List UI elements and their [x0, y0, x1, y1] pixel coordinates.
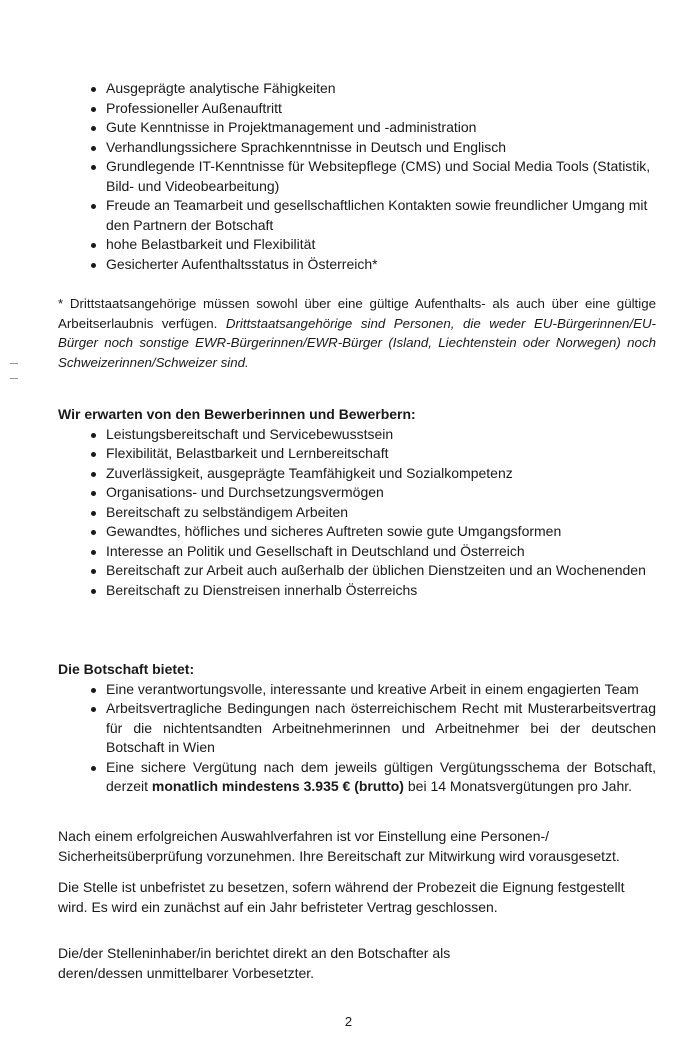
list-item: Bereitschaft zu Dienstreisen innerhalb Österreichs: [58, 581, 656, 601]
paragraph: Die/der Stelleninhaber/in berichtet direkt an den Botschafter als deren/dessen unmittelbarer Vorbesetzter.: [58, 945, 451, 981]
margin-mark: [10, 378, 18, 379]
list-item: Eine verantwortungsvolle, interessante und kreative Arbeit in einem engagierten Team: [58, 680, 656, 700]
list-item: Arbeitsvertragliche Bedingungen nach österreichischem Recht mit Musterarbeitsvertrag für die nichtentsandten Arbeitnehmerinnen und Arbeitnehmer bei der deutschen Botschaft in Wien: [58, 699, 656, 758]
salary-text-end: bei 14 Monatsvergütungen pro Jahr.: [403, 778, 633, 794]
list-item: Bereitschaft zu selbständigem Arbeiten: [58, 503, 656, 523]
list-item: Ausgeprägte analytische Fähigkeiten: [58, 79, 656, 99]
footnote: [58, 294, 656, 372]
section-heading: Die Botschaft bietet:: [58, 661, 195, 677]
list-item: Gute Kenntnisse in Projektmanagement und -administration: [58, 118, 656, 138]
requirements-list: [58, 79, 656, 274]
margin-mark: [10, 363, 18, 364]
salary-amount: monatlich mindestens 3.935 € (brutto): [151, 778, 404, 794]
list-item: [58, 758, 656, 797]
page-number: 2: [344, 1014, 353, 1029]
list-item: Professioneller Außenauftritt: [58, 99, 656, 119]
list-item: Interesse an Politik und Gesellschaft in Deutschland und Österreich: [58, 542, 656, 562]
offer-section: [58, 660, 656, 797]
list-item: Bereitschaft zur Arbeit auch außerhalb der üblichen Dienstzeiten und an Wochenenden: [58, 561, 656, 581]
list-item: Gesicherter Aufenthaltsstatus in Österreich*: [58, 255, 656, 275]
footnote-italic-text: Drittstaatsangehörige sind Personen, die weder EU-Bürgerinnen/EU-Bürger noch sonstige EWR-Bürgerinnen/EWR-Bürger (Island, Liechtenstein oder Norwegen) noch Schweizerinnen/Schweizer sind.: [58, 315, 656, 370]
list-item: Flexibilität, Belastbarkeit und Lernbereitschaft: [58, 444, 656, 464]
list-item: hohe Belastbarkeit und Flexibilität: [58, 235, 656, 255]
section-heading: Wir erwarten von den Bewerberinnen und Bewerbern:: [58, 406, 416, 422]
list-item: Grundlegende IT-Kenntnisse für Websitepflege (CMS) und Social Media Tools (Statistik, Bild- und Videobearbeitung): [58, 157, 656, 196]
list-item: Zuverlässigkeit, ausgeprägte Teamfähigkeit und Sozialkompetenz: [58, 464, 656, 484]
footnote-text: * Drittstaatsangehörige müssen sowohl über eine gültige Aufenthalts- als auch über eine gültige Arbeitserlaubnis verfügen.: [58, 296, 656, 331]
paragraph: Nach einem erfolgreichen Auswahlverfahren ist vor Einstellung eine Personen-/ Sicherheitsüberprüfung vorzunehmen. Ihre Bereitschaft zur Mitwirkung wird vorausgesetzt.: [58, 828, 620, 864]
paragraph: Die Stelle ist unbefristet zu besetzen, sofern während der Probezeit die Eignung festgestellt wird. Es wird ein zunächst auf ein Jahr befristeter Vertrag geschlossen.: [58, 879, 625, 915]
list-item: Freude an Teamarbeit und gesellschaftlichen Kontakten sowie freundlicher Umgang mit den Partnern der Botschaft: [58, 196, 656, 235]
expectations-section: [58, 405, 656, 600]
list-item: Leistungsbereitschaft und Servicebewusstsein: [58, 425, 656, 445]
list-item: Verhandlungssichere Sprachkenntnisse in Deutsch und Englisch: [58, 138, 656, 158]
list-item: Gewandtes, höfliches und sicheres Auftreten sowie gute Umgangsformen: [58, 522, 656, 542]
salary-text: Eine sichere Vergütung nach dem jeweils gültigen Vergütungsschema der Botschaft, derzeit: [106, 758, 656, 794]
list-item: Organisations- und Durchsetzungsvermögen: [58, 483, 656, 503]
